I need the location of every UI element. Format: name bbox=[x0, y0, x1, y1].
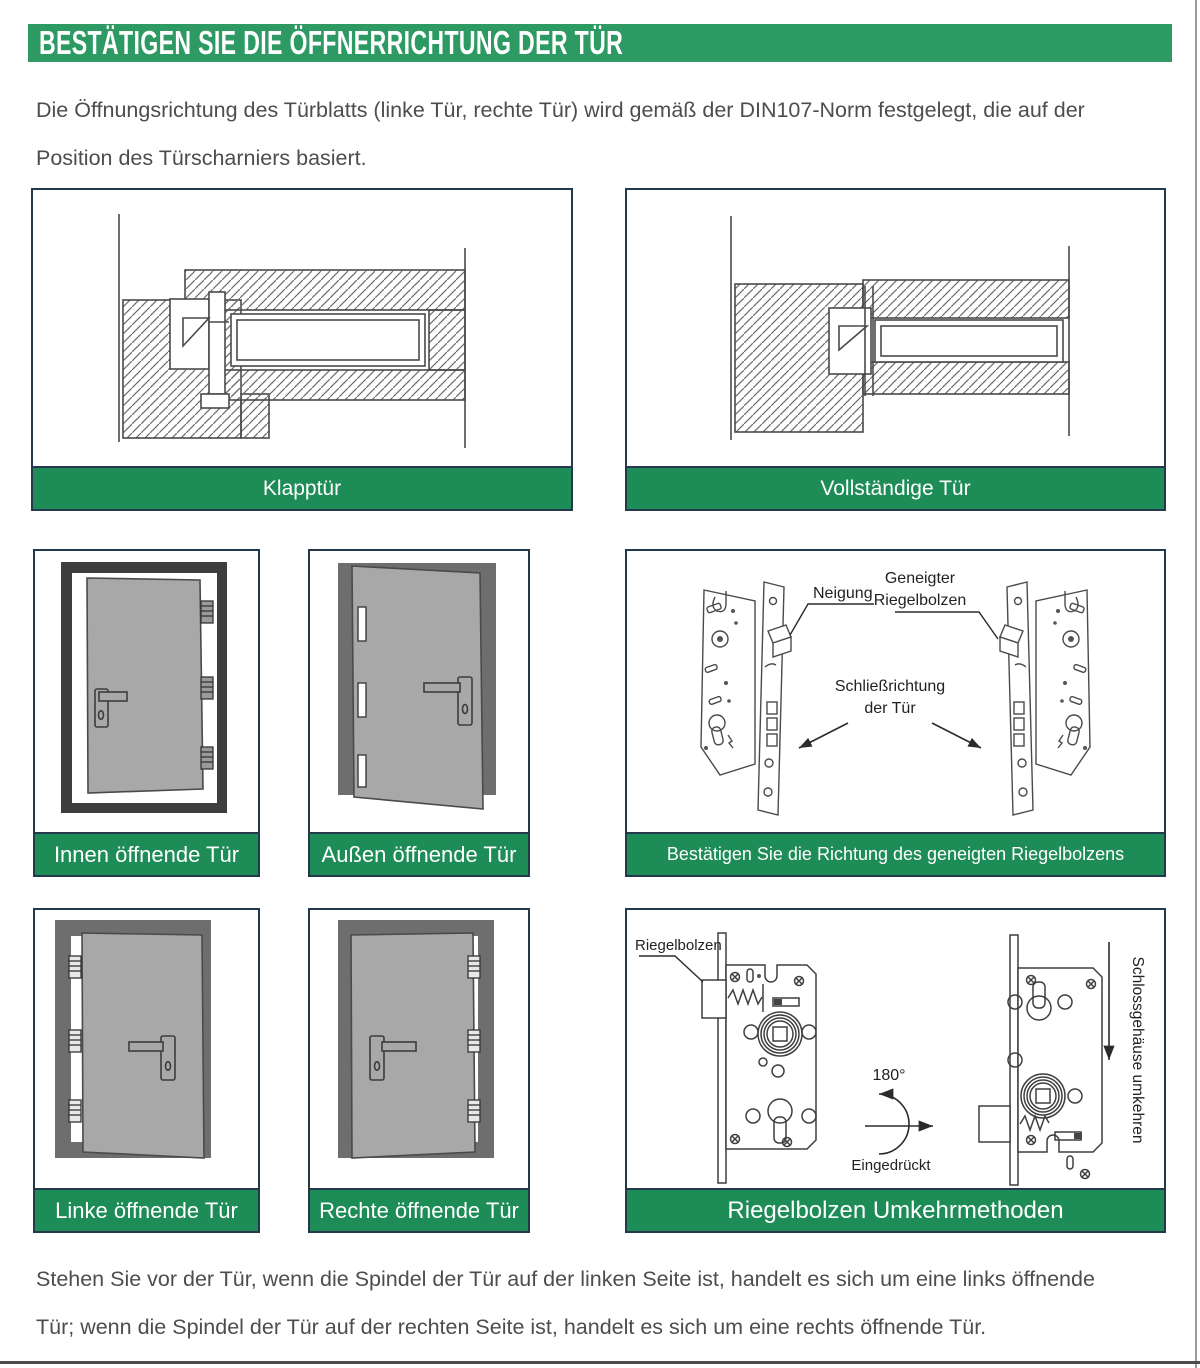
figure-riegelbolzen-richtung bbox=[625, 549, 1166, 877]
figure-klapptuer bbox=[31, 188, 573, 511]
figure-caption-vollstaendige: Vollständige Tür bbox=[627, 466, 1164, 509]
intro-line-2: Position des Türscharniers basiert. bbox=[36, 146, 367, 170]
geneigter-leader-line bbox=[895, 612, 998, 639]
linke-tuer-drawing bbox=[35, 910, 258, 1188]
latch-bolt-icon bbox=[979, 1106, 1010, 1142]
direction-arrow-right-icon bbox=[932, 723, 981, 748]
figure-caption-linke: Linke öffnende Tür bbox=[35, 1188, 258, 1231]
lock-faceplate bbox=[1010, 935, 1018, 1185]
door-core-panel bbox=[875, 320, 1063, 362]
rechte-drawing-area bbox=[310, 910, 528, 1188]
figure-umkehr bbox=[625, 908, 1166, 1233]
section-title: BESTÄTIGEN SIE DIE ÖFFNERRICHTUNG DER TÜR bbox=[39, 24, 624, 61]
left-lock bbox=[702, 933, 816, 1183]
footer-paragraph bbox=[36, 1255, 1095, 1351]
klapptuer-drawing bbox=[33, 190, 571, 466]
innen-tuer-drawing bbox=[35, 551, 258, 832]
schliessrichtung-label-line2: der Tür bbox=[864, 700, 916, 717]
direction-arrow-left-icon bbox=[799, 723, 848, 748]
klapptuer-drawing-area bbox=[33, 190, 571, 466]
riegelbolzen-label: Riegelbolzen bbox=[635, 937, 722, 954]
riegelbolzen-richtung-drawing-area bbox=[627, 551, 1164, 832]
section-title-bar bbox=[28, 24, 1172, 62]
schlossgehaeuse-label: Schlossgehäuse umkehren bbox=[1129, 956, 1146, 1144]
lock-body bbox=[1018, 968, 1102, 1152]
figure-caption-aussen: Außen öffnende Tür bbox=[310, 832, 528, 875]
umkehr-drawing-area bbox=[627, 910, 1164, 1188]
aussen-drawing-area bbox=[310, 551, 528, 832]
figure-caption-riegelbolzen-richtung: Bestätigen Sie die Richtung des geneigten Riegelbolzens bbox=[627, 832, 1164, 875]
rechte-tuer-drawing bbox=[310, 910, 528, 1188]
footer-line-1: Stehen Sie vor der Tür, wenn die Spindel der Tür auf der linken Seite ist, handelt es sich um eine links öffnende bbox=[36, 1267, 1095, 1291]
intro-paragraph bbox=[36, 86, 1085, 182]
figure-linke-oeffnende bbox=[33, 908, 260, 1233]
footer-line-2: Tür; wenn die Spindel der Tür auf der rechten Seite ist, handelt es sich um eine rechts öffnende Tür. bbox=[36, 1315, 987, 1339]
figure-rechte-oeffnende bbox=[308, 908, 530, 1233]
vollstaendige-drawing bbox=[627, 190, 1164, 466]
door-core-panel bbox=[231, 314, 425, 366]
figure-caption-klapptuer: Klapptür bbox=[33, 466, 571, 509]
rotation-arrow-icon bbox=[865, 1094, 933, 1154]
page-edge-right bbox=[1195, 0, 1197, 1368]
riegelbolzen-richtung-drawing bbox=[627, 551, 1164, 832]
figure-innen-oeffnende bbox=[33, 549, 260, 877]
lock-body bbox=[726, 965, 816, 1149]
lock-faceplate bbox=[718, 933, 726, 1183]
figure-caption-umkehr: Riegelbolzen Umkehrmethoden bbox=[627, 1188, 1164, 1231]
aussen-tuer-drawing bbox=[310, 551, 528, 832]
linke-drawing-area bbox=[35, 910, 258, 1188]
intro-line-1: Die Öffnungsrichtung des Türblatts (linke Tür, rechte Tür) wird gemäß der DIN107-Norm festgelegt, die auf der bbox=[36, 98, 1085, 122]
neigung-label: Neigung bbox=[813, 585, 873, 602]
vollstaendige-drawing-area bbox=[627, 190, 1164, 466]
geneigter-label-line1: Geneigter bbox=[884, 570, 956, 587]
door-leaf bbox=[87, 578, 203, 793]
hinge-icon bbox=[358, 607, 366, 787]
figure-caption-innen: Innen öffnende Tür bbox=[35, 832, 258, 875]
latch-bolt-icon bbox=[702, 980, 726, 1018]
right-lock-flipped bbox=[979, 935, 1102, 1185]
neigung-leader-line bbox=[790, 604, 874, 635]
figure-caption-rechte: Rechte öffnende Tür bbox=[310, 1188, 528, 1231]
page-edge-bottom bbox=[0, 1361, 1200, 1364]
figure-aussen-oeffnende bbox=[308, 549, 530, 877]
geneigter-label-line2: Riegelbolzen bbox=[873, 592, 967, 609]
riegelbolzen-leader-line bbox=[639, 956, 703, 982]
right-lock bbox=[1000, 582, 1090, 815]
figure-vollstaendige-tuer bbox=[625, 188, 1166, 511]
innen-drawing-area bbox=[35, 551, 258, 832]
angle-label: 180° bbox=[872, 1067, 906, 1084]
eingedrueckt-label: Eingedrückt bbox=[851, 1157, 931, 1174]
schliessrichtung-label-line1: Schließrichtung bbox=[834, 678, 946, 695]
umkehr-drawing bbox=[627, 910, 1164, 1188]
left-lock bbox=[701, 582, 791, 815]
